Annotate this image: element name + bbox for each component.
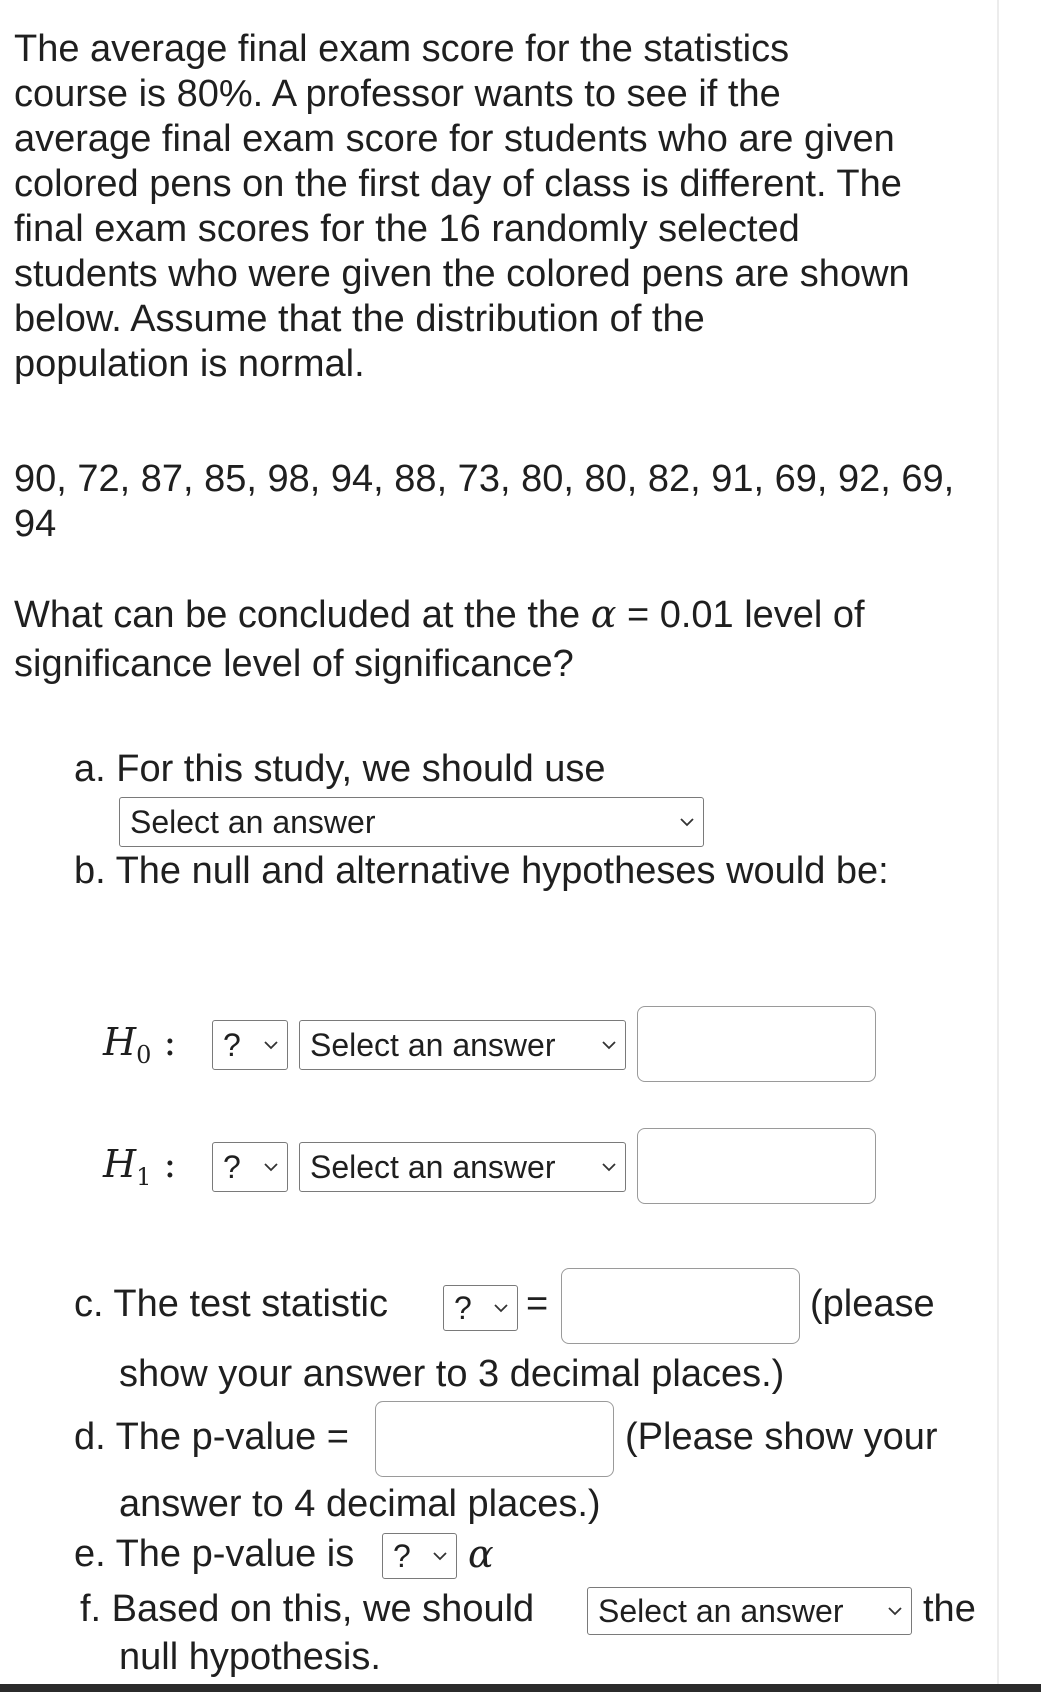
problem-line: The average final exam score for the statistics: [14, 28, 790, 70]
h1-value-input[interactable]: [637, 1128, 876, 1204]
part-f-line2: null hypothesis.: [119, 1636, 381, 1678]
question-line: significance level of significance?: [14, 643, 574, 685]
data-line: 94: [14, 503, 57, 545]
part-d-label: d. The p-value =: [74, 1416, 349, 1458]
chevron-down-icon: [679, 814, 695, 830]
h0-operator-select[interactable]: ?: [212, 1020, 288, 1070]
p-value-comparison-select[interactable]: ?: [382, 1533, 457, 1579]
question-line: What can be concluded at the the α = 0.01 level of: [14, 592, 865, 636]
problem-line: students who were given the colored pens are shown: [14, 253, 910, 295]
chevron-down-icon: [263, 1159, 279, 1175]
chevron-down-icon: [432, 1548, 448, 1564]
alpha-symbol: α: [590, 592, 617, 636]
right-border: [997, 0, 999, 1692]
equals-sign: =: [526, 1283, 549, 1325]
part-f-label: f. Based on this, we should: [80, 1588, 535, 1630]
h1-parameter-select[interactable]: Select an answer: [299, 1142, 626, 1192]
problem-line: final exam scores for the 16 randomly selected: [14, 208, 800, 250]
part-c-instruction-line2: show your answer to 3 decimal places.): [119, 1353, 785, 1395]
h0-value-input[interactable]: [637, 1006, 876, 1082]
data-line: 90, 72, 87, 85, 98, 94, 88, 73, 80, 80, 82, 91, 69, 92, 69,: [14, 458, 955, 500]
chevron-down-icon: [601, 1159, 617, 1175]
part-d-instruction-line2: answer to 4 decimal places.): [119, 1483, 601, 1525]
part-a-label: a. For this study, we should use: [74, 748, 606, 790]
part-d-instruction: (Please show your: [625, 1416, 938, 1458]
h1-label: $H_1$ :: [103, 1142, 177, 1191]
test-statistic-select[interactable]: ?: [443, 1285, 518, 1331]
problem-line: population is normal.: [14, 343, 365, 385]
h0-parameter-select[interactable]: Select an answer: [299, 1020, 626, 1070]
chevron-down-icon: [601, 1037, 617, 1053]
chevron-down-icon: [263, 1037, 279, 1053]
decision-select[interactable]: Select an answer: [587, 1587, 912, 1635]
p-value-input[interactable]: [375, 1401, 614, 1477]
h1-operator-select[interactable]: ?: [212, 1142, 288, 1192]
part-b-label: b. The null and alternative hypotheses would be:: [74, 850, 889, 892]
h0-label: $H_0$ :: [103, 1020, 177, 1069]
study-type-select[interactable]: Select an answer: [119, 797, 704, 847]
alpha-symbol: α: [468, 1532, 494, 1576]
chevron-down-icon: [493, 1300, 509, 1316]
problem-line: below. Assume that the distribution of the: [14, 298, 705, 340]
part-c-label: c. The test statistic: [74, 1283, 388, 1325]
part-e-label: e. The p-value is: [74, 1533, 355, 1575]
problem-line: average final exam score for students who are given: [14, 118, 895, 160]
part-c-instruction: (please: [810, 1283, 935, 1325]
chevron-down-icon: [887, 1603, 903, 1619]
bottom-bar: [0, 1684, 1041, 1692]
problem-line: colored pens on the first day of class is different. The: [14, 163, 902, 205]
part-f-after: the: [923, 1588, 976, 1630]
test-statistic-input[interactable]: [561, 1268, 800, 1344]
problem-line: course is 80%. A professor wants to see if the: [14, 73, 781, 115]
